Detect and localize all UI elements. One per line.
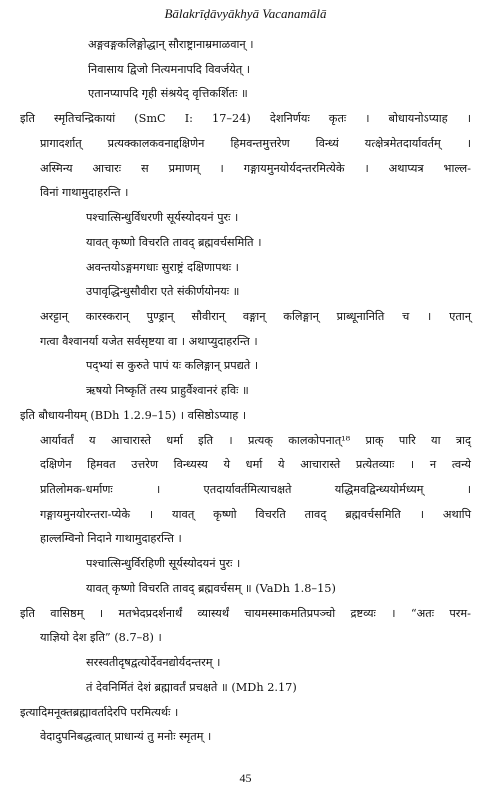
verse-line: यावत् कृष्णो विचरति तावद् ब्रह्मवर्चसमिति । [86, 236, 262, 249]
prose-line: विनां गाथामुदाहरन्ति । [40, 186, 129, 199]
prose-line: प्रतिलोमक-धर्माणः । एतदार्यावर्तमित्याचक्षते यद्धिमवद्विन्ध्ययोर्मध्यम् । [40, 483, 471, 496]
prose-line: गत्वा वैश्वानर्या यजेत सर्वसृष्टया वा । अथाप्युदाहरन्ति । [40, 335, 258, 348]
prose-line: आर्यावर्तं य आचारास्ते धर्मा इति । प्रत्यक् कालकोपनात्¹⁸ प्राक् पारि या त्राद् [40, 434, 471, 447]
prose-line: हाल्लम्विनो निदाने गाथामुदाहरन्ति । [40, 532, 182, 545]
verse-line: सरस्वतीदृषद्वत्योर्देवनद्योर्यदन्तरम् । [86, 656, 221, 669]
verse-line: निवासाय द्विजो नित्यमनापदि विवर्जयेत् । [88, 63, 251, 76]
verse-line: उपावृद्धिन्धुसौवीरा एते संकीर्णयोनयः ॥ [86, 285, 240, 298]
prose-line: इति वासिष्ठम् । मतभेदप्रदर्शनार्थं व्यास्यर्थं चायमस्माकमतिप्रपञ्चो द्रष्टव्यः । “अतः परम- [20, 607, 471, 620]
running-header: Bālakrīḍāvyākhyā Vacanamālā [164, 6, 327, 21]
prose-line: इत्यादिमनूक्तब्रह्मावर्तादेरपि परमित्यर्थः । [20, 706, 179, 719]
verse-line: यावत् कृष्णो विचरति तावद् ब्रह्मवर्चसम् ॥ (VaDh 1.8–15) [86, 582, 336, 595]
verse-line: एतानप्यापदि गृही संश्रयेद् वृत्तिकर्शितः ॥ [88, 87, 248, 100]
verse-line: ऋषयो निष्कृतिं तस्य प्राहुर्वैश्वानरं हविः ॥ [86, 384, 249, 397]
verse-line: पश्चात्सिन्धुर्विधरणी सूर्यस्योदयनं पुरः । [86, 211, 239, 224]
verse-line: अङ्गवङ्गकलिङ्गोद्धान् सौराष्ट्रानाम्रमाळवान् । [88, 38, 254, 51]
prose-line: अरट्टान् कारस्करान् पुण्ड्रान् सौवीरान् वङ्गान् कलिङ्गान् प्राब्धूनानिति च । एतान् [40, 310, 471, 323]
verse-line: तं देवनिर्मितं देशं ब्रह्मावर्तं प्रचक्षते ॥ (MDh 2.17) [86, 681, 297, 694]
prose-line: वेदादुपनिबद्धत्वात् प्राधान्यं तु मनोः स्मृतम् । [40, 730, 212, 743]
prose-line: प्रागादर्शात् प्रत्यक्कालकवनाद्दक्षिणेन हिमवन्तमुत्तरेण विन्ध्यं यत्क्षेत्रमेतदार्यावर्तम् । [40, 137, 471, 150]
page-number: 45 [239, 771, 252, 785]
verse-line: पद्भ्यां स कुरुते पापं यः कलिङ्गान् प्रपद्यते । [86, 359, 259, 372]
verse-line: पश्चात्सिन्धुर्विरहिणी सूर्यस्योदयनं पुरः । [86, 557, 241, 570]
prose-line: अस्मिन्य आचारः स प्रमाणम् । गङ्गायमुनयोर्यदन्तरमित्येके । अथाप्यत्र भाल्ल- [40, 162, 471, 175]
prose-line: इति बौधायनीयम् (BDh 1.2.9–15) । वसिष्ठोऽप्याह । [20, 409, 247, 422]
prose-line: दक्षिणेन हिमवत उत्तरेण विन्ध्यस्य ये धर्मा ये आचारास्ते प्रत्येतव्याः । न त्वन्ये [40, 458, 471, 471]
verse-line: अवन्तयोऽङ्गमगधाः सुराष्ट्रं दक्षिणापथः । [86, 261, 239, 274]
prose-line: गङ्गायमुनयोरन्तरा-प्येके । यावत् कृष्णो विचरति तावद् ब्रह्मवर्चसमिति । अथापि [40, 508, 471, 521]
prose-line: इति स्मृतिचन्द्रिकायां (SmC I: 17–24) देशनिर्णयः कृतः । बोधायनोऽप्याह । [20, 112, 471, 125]
prose-line: याज्ञियो देश इति” (8.7–8) । [40, 631, 162, 644]
